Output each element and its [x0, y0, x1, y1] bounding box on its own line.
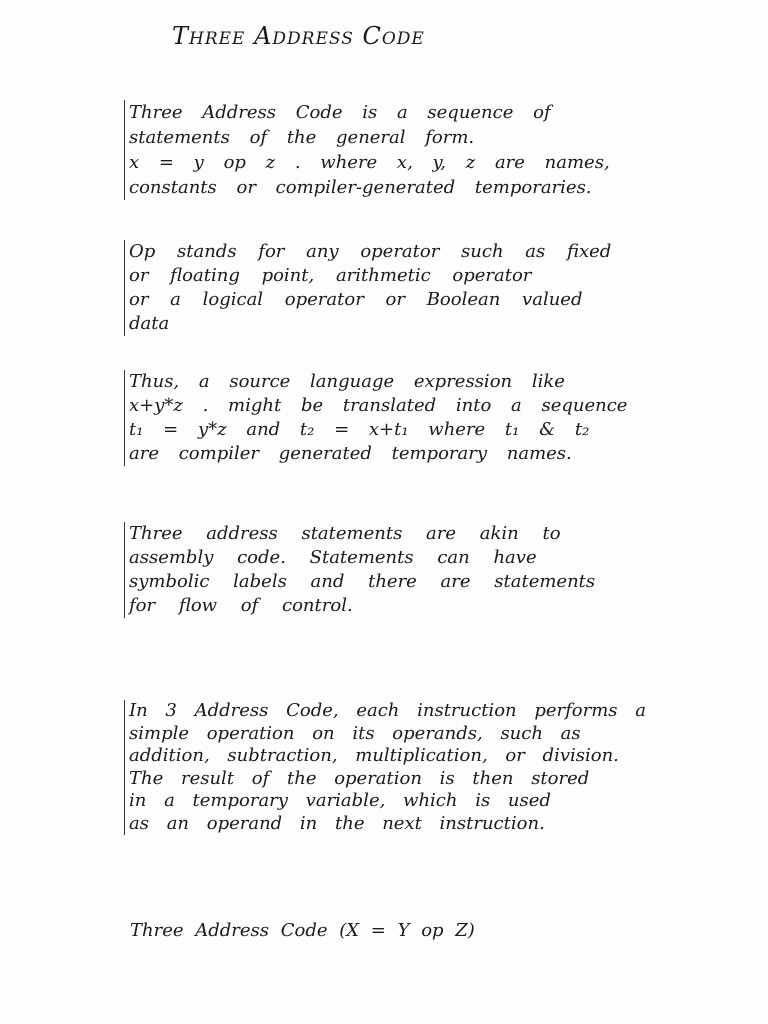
paragraph-line: In 3 Address Code, each instruction performs a: [129, 700, 646, 721]
paragraph-line: Thus, a source language expression like: [129, 371, 565, 392]
paragraph-line: data: [129, 313, 170, 334]
paragraph-line: simple operation on its operands, such as: [129, 722, 581, 744]
paragraph-line: addition, subtraction, multiplication, or division.: [129, 745, 619, 766]
paragraph-line: in a temporary variable, which is used: [129, 790, 551, 811]
paragraph-line: Three address statements are akin to: [129, 523, 561, 544]
paragraph-line: constants or compiler-generated temporaries.: [129, 177, 592, 198]
paragraph-line: or a logical operator or Boolean valued: [129, 289, 583, 310]
paragraph-example: [124, 370, 627, 466]
paragraph-definition: [124, 100, 610, 200]
paragraph-line: The result of the operation is then stored: [129, 767, 590, 789]
paragraph-line: for flow of control.: [129, 595, 353, 616]
paragraph-instruction: [124, 700, 646, 835]
paragraph-line: are compiler generated temporary names.: [129, 443, 572, 464]
paragraph-line: statements of the general form.: [129, 127, 475, 148]
paragraph-line: x = y op z . where x, y, z are names,: [129, 152, 610, 173]
paragraph-line: assembly code. Statements can have: [129, 547, 537, 568]
paragraph-line: or floating point, arithmetic operator: [129, 265, 532, 286]
paragraph-line: Three Address Code is a sequence of: [129, 102, 551, 123]
paragraph-line: as an operand in the next instruction.: [129, 812, 545, 834]
paragraph-line: symbolic labels and there are statements: [129, 571, 596, 592]
page-title: Three Address Code: [172, 22, 425, 50]
paragraph-assembly: [124, 522, 595, 618]
footer-heading: Three Address Code (X = Y op Z): [130, 920, 475, 941]
paragraph-line: Op stands for any operator such as fixed: [129, 241, 612, 262]
paragraph-operator: [124, 240, 611, 336]
paragraph-line: x+y*z . might be translated into a sequence: [129, 395, 628, 416]
paragraph-line: t₁ = y*z and t₂ = x+t₁ where t₁ & t₂: [129, 419, 590, 440]
